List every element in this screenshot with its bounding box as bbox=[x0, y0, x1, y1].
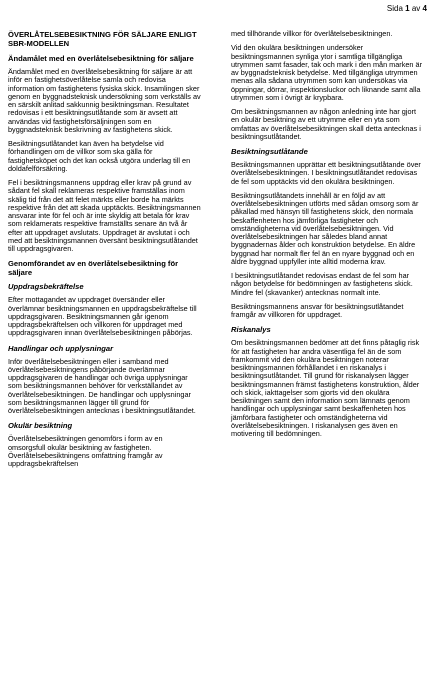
paragraph-documents: Inför överlåtelsebesiktningen eller i samband med överlåtelsebesiktningens påbörjande överlämnar uppdragsgivaren de handlingar och övriga upplysningar som besiktningsmannen behöver för verkställandet av överlåtelsebesiktningen. De handlingar och upplysningar som besiktningsmannen lägger till grund för överlåtelsebesiktningen antecknas i besiktningsutlåtandet. bbox=[8, 356, 196, 415]
paragraph-surfaces: Vid den okulära besiktningen undersöker besiktningsmannen synliga ytor i samtliga tillgängliga utrymmen samt fasader, tak och mark i den mån marken är av byggnadsteknisk betydelse. Med tillgängliga utrymmen menas alla sådana utrymmen som kan undersökas via öppningar, dörrar, inspektionsluckor och liknande samt alla utrymmen som i övrigt är krypbara. bbox=[231, 43, 423, 102]
heading-risk-analysis: Riskanalys bbox=[231, 325, 271, 335]
heading-execution: Genomförandet av en överlåtelsebesiktning för säljare bbox=[8, 259, 179, 278]
paragraph-purpose: Ändamålet med en överlåtelsebesiktning för säljare är att inför en fastighetsöverlåtelse samla och redovisa information om fastighetens fysiska skick. Insamlingen sker genom en byggnadsteknisk undersökning som verkställs av en särskilt anlitad sakkunnig besiktningsman. Resultatet redovisas i ett besiktningsutlåtande som är avsett att användas vid fastighetsförsäljningen som en byggnadsteknisk beskrivning av fastighetens skick. bbox=[8, 67, 201, 134]
paragraph-minor-faults: I besiktningsutlåtandet redovisas endast de fel som har någon betydelse för bedömningen av fastighetens skick. Mindre fel (skavanker) antecknas normalt inte. bbox=[231, 271, 413, 297]
page-of: av bbox=[411, 4, 421, 13]
page-total: 4 bbox=[422, 4, 427, 13]
heading-confirmation: Uppdragsbekräftelse bbox=[8, 282, 84, 292]
heading-documents: Handlingar och upplysningar bbox=[8, 343, 114, 353]
paragraph-report: Besiktningsmannen upprättar ett besiktningsutlåtande över överlåtelsebesiktningen. I besiktningsutlåtandet redovisas de fel som upptäckts vid den okulära besiktningen. bbox=[231, 160, 421, 186]
document-title: ÖVERLÅTELSEBESIKTNING FÖR SÄLJARE ENLIGT SBR-MODELLEN bbox=[8, 30, 197, 48]
heading-visual-inspection: Okulär besiktning bbox=[8, 421, 73, 431]
heading-purpose: Ändamålet med en överlåtelsebesiktning för säljare bbox=[8, 54, 194, 63]
paragraph-confirmation: Efter mottagandet av uppdraget översänder eller överlämnar besiktningsmannen en uppdragsbekräftelse till uppdragsgivaren. Besiktningsmannen går igenom uppdragsbekräftelsen och villkoren för uppdraget med uppdragsgivaren innan överlåtelsebesiktningen påbörjas. bbox=[8, 295, 197, 338]
paragraph-liability: Fel i besiktningsmannens uppdrag eller krav på grund av sådant fel skall reklameras respektive framställas inom skälig tid från det att felet märkts eller borde ha märkts respektive från det att skada upptäckts. Besiktningsmannen ansvarar inte för fel och är inte skyldig att betala för krav som reklamerats respektive framställts senare än två år efter att uppdraget avslutats. Uppdraget är avslutat i och med att besiktningsmannen översänt besiktningsutlåtandet till uppdragsgivaren. bbox=[8, 178, 201, 253]
paragraph-significance: Besiktningsutlåtandet kan även ha betydelse vid förhandlingen om de villkor som ska gälla för fastighetsköpet och det kan också utgöra underlag till en doldafelförsäkring. bbox=[8, 139, 191, 173]
left-column bbox=[8, 30, 201, 474]
paragraph-conditions: med tillhörande villkor för överlåtelsebesiktningen. bbox=[231, 29, 393, 38]
paragraph-responsibility: Besiktningsmannens ansvar för besiktningsutlåtandet framgår av villkoren för uppdraget. bbox=[231, 301, 404, 319]
heading-report: Besiktningsutlåtande bbox=[231, 147, 308, 156]
paragraph-risk-analysis: Om besiktningsmannen bedömer att det finns påtaglig risk för att fastigheten har andra väsentliga fel än de som framkommit vid den okulära besiktningen noterar besiktningsmannen förhållandet i en riskanalys i besiktningsutlåtandet. Till grund för riskanalysen lägger besiktningsmannen främst fastighetens konstruktion, ålder och skick, iakttagelser som gjorts vid den okulära besiktningen samt den information som lämnats genom handlingar och upplysningar samt beskaffenheten hos jämförbara fastigheter och omständigheterna vid överlåtelsebesiktningen. I riskanalysen ges även en motivering till bedömningen. bbox=[231, 338, 420, 438]
paragraph-uninspected: Om besiktningsmannen av någon anledning inte har gjort en okulär besiktning av ett utrymme eller en yta som omfattas av överlåtelsebesiktningen skall detta antecknas i besiktningsutlåtandet. bbox=[231, 107, 421, 141]
paragraph-report-content: Besiktningsutlåtandets innehåll är en följd av att överlåtelsebesiktningen utförts med sådan omsorg som är påkallad med hänsyn till fastighetens skick, den normala beskaffenheten hos jämförliga fastigheter och omständigheterna vid överlåtelsebesiktningen. Vid överlåtelsebesiktningen har således bland annat byggnadernas ålder och konstruktion betydelse. En äldre byggnad har normalt fler fel än en nyare byggnad och en äldre byggnad uppfyller inte alltid moderna krav. bbox=[231, 190, 419, 266]
page-label: Sida bbox=[386, 4, 403, 13]
right-column bbox=[231, 30, 424, 444]
paragraph-visual-inspection: Överlåtelsebesiktningen genomförs i form av en omsorgsfull okulär besiktning av fastigheten. Överlåtelsebesiktningens omfattning framgår av uppdragsbekräftelsen bbox=[8, 434, 163, 468]
page-number bbox=[387, 4, 427, 13]
page-current: 1 bbox=[405, 4, 410, 13]
